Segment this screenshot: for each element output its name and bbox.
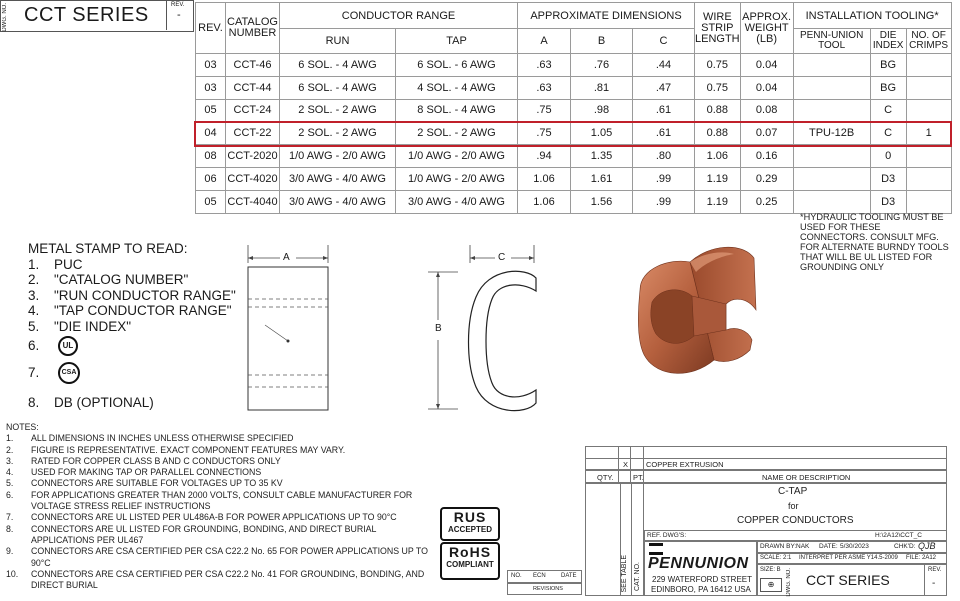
bom-name-desc-label: NAME OR DESCRIPTION bbox=[762, 473, 851, 482]
cell-die: C bbox=[870, 99, 906, 122]
note-item bbox=[6, 456, 436, 467]
drawing-title: CCT SERIES bbox=[24, 4, 149, 26]
cell-run: 3/0 AWG - 4/0 AWG bbox=[280, 167, 396, 190]
drawn-by-value: NAK bbox=[796, 543, 810, 550]
cell-catalog: CCT-44 bbox=[226, 76, 280, 99]
cell-die: 0 bbox=[870, 145, 906, 168]
rev-no-label: NO. bbox=[511, 573, 522, 579]
bom-pt-label: PT. bbox=[633, 473, 644, 482]
cell-catalog: CCT-46 bbox=[226, 54, 280, 77]
bom-divider-1 bbox=[618, 446, 631, 483]
note-text: CONNECTORS ARE SUITABLE FOR VOLTAGES UP TO 35 KV bbox=[31, 478, 283, 489]
cell-crimps bbox=[906, 76, 951, 99]
hydraulic-tooling-note: *HYDRAULIC TOOLING MUST BE USED FOR THESE CONNECTORS. CONSULT MFG. FOR ALTERNATE BURNDY TOOLS THAT WILL BE UL LISTED FOR GROUNDING ONLY bbox=[800, 212, 949, 272]
note-num: 8. bbox=[6, 523, 14, 534]
checked-value: QJB bbox=[918, 541, 936, 551]
address-line-1: 229 WATERFORD STREET bbox=[652, 575, 753, 584]
cell-rev: 04 bbox=[196, 122, 226, 145]
cell-a: .75 bbox=[518, 122, 571, 145]
note-text: CONNECTORS ARE UL LISTED PER UL486A-B FOR POWER APPLICATIONS UP TO 90°C bbox=[31, 512, 397, 523]
dwg-no-label: DWG. NO. bbox=[2, 3, 8, 32]
table-row bbox=[196, 54, 952, 77]
note-item bbox=[6, 490, 436, 513]
cell-rev: 06 bbox=[196, 167, 226, 190]
stamp-text: "RUN CONDUCTOR RANGE" bbox=[54, 287, 236, 303]
cell-c: .61 bbox=[633, 99, 695, 122]
cell-tool bbox=[793, 145, 870, 168]
table-row bbox=[196, 145, 952, 168]
cell-weight: 0.25 bbox=[740, 190, 793, 213]
cell-strip: 1.06 bbox=[695, 145, 741, 168]
note-num: 5. bbox=[6, 478, 14, 489]
footer-rev-label: REV. bbox=[928, 567, 942, 573]
stamp-num: 3. bbox=[28, 287, 40, 303]
note-item bbox=[6, 478, 436, 489]
table-row bbox=[196, 122, 952, 145]
size-label: SIZE: B bbox=[760, 567, 781, 573]
front-view-drawing bbox=[240, 245, 340, 415]
cell-crimps bbox=[906, 145, 951, 168]
rohs-subtext: COMPLIANT bbox=[446, 560, 494, 569]
cell-crimps bbox=[906, 54, 951, 77]
desc-line-3: COPPER CONDUCTORS bbox=[737, 515, 854, 526]
cell-tool bbox=[793, 190, 870, 213]
note-item bbox=[6, 512, 436, 523]
rus-accepted-badge bbox=[440, 507, 500, 541]
note-item bbox=[6, 433, 436, 444]
ul-logo-icon: UL bbox=[58, 336, 78, 356]
stamp-item bbox=[28, 303, 236, 319]
cell-tap: 2 SOL. - 2 AWG bbox=[396, 122, 518, 145]
cell-crimps bbox=[906, 99, 951, 122]
footer-drawing-title: CCT SERIES bbox=[806, 572, 890, 588]
cell-tool bbox=[793, 99, 870, 122]
notes-heading: NOTES: bbox=[6, 422, 39, 432]
stamp-item bbox=[28, 272, 236, 288]
note-num: 1. bbox=[6, 433, 14, 444]
cell-b: 1.05 bbox=[571, 122, 633, 145]
ref-dwgs-label: REF. DWG'S: bbox=[647, 532, 687, 539]
see-table-text: SEE TABLE bbox=[621, 555, 628, 593]
note-text: FOR APPLICATIONS GREATER THAN 2000 VOLTS, CONSULT CABLE MANUFACTURER FOR VOLTAGE STRESS RELIEF INSTRUCTIONS bbox=[31, 489, 413, 512]
cell-strip: 0.88 bbox=[695, 122, 741, 145]
cell-run: 6 SOL. - 4 AWG bbox=[280, 76, 396, 99]
note-num: 10. bbox=[6, 568, 19, 579]
penn-union-logo-icon bbox=[649, 543, 663, 555]
footer-rev-value: - bbox=[932, 578, 936, 589]
stamp-item bbox=[28, 395, 236, 411]
checked-label: CHK'D: bbox=[894, 543, 916, 550]
drawn-by-label: DRAWN BY: bbox=[760, 543, 797, 550]
note-text: ALL DIMENSIONS IN INCHES UNLESS OTHERWISE SPECIFIED bbox=[31, 433, 294, 444]
cell-run: 2 SOL. - 2 AWG bbox=[280, 99, 396, 122]
cell-tool bbox=[793, 167, 870, 190]
cell-weight: 0.29 bbox=[740, 167, 793, 190]
rev-label: REV. bbox=[171, 2, 185, 8]
table-row bbox=[196, 76, 952, 99]
header-tap: TAP bbox=[396, 29, 518, 54]
address-line-2: EDINBORO, PA 16412 USA bbox=[651, 585, 751, 594]
note-num: 4. bbox=[6, 467, 14, 478]
cell-strip: 0.75 bbox=[695, 54, 741, 77]
cell-catalog: CCT-2020 bbox=[226, 145, 280, 168]
cell-c: .99 bbox=[633, 167, 695, 190]
bom-material: COPPER EXTRUSION bbox=[646, 460, 724, 469]
note-text: CONNECTORS ARE UL LISTED FOR GROUNDING, BONDING, AND DIRECT BURIAL APPLICATIONS PER UL467 bbox=[31, 523, 377, 545]
stamp-item bbox=[28, 334, 236, 358]
cell-a: .75 bbox=[518, 99, 571, 122]
note-num: 2. bbox=[6, 444, 14, 455]
bom-x: X bbox=[623, 460, 629, 469]
cell-tap: 4 SOL. - 4 AWG bbox=[396, 76, 518, 99]
stamp-text: PUC bbox=[54, 256, 83, 272]
note-num: 3. bbox=[6, 455, 14, 466]
cell-c: .61 bbox=[633, 122, 695, 145]
cell-strip: 1.19 bbox=[695, 167, 741, 190]
cell-b: .81 bbox=[571, 76, 633, 99]
bom-divider-2 bbox=[631, 446, 644, 483]
spec-table-body bbox=[196, 54, 952, 214]
cell-catalog: CCT-22 bbox=[226, 122, 280, 145]
rev-value: - bbox=[177, 9, 181, 21]
stamp-num: 2. bbox=[28, 272, 40, 287]
cell-weight: 0.07 bbox=[740, 122, 793, 145]
csa-logo-icon: CSA bbox=[58, 362, 80, 384]
cell-a: 1.06 bbox=[518, 167, 571, 190]
rev-ecn-label: ECN bbox=[533, 573, 546, 579]
scale-label: SCALE: 2:1 bbox=[760, 555, 792, 561]
stamp-num: 4. bbox=[28, 303, 40, 318]
cell-weight: 0.16 bbox=[740, 145, 793, 168]
stamp-item bbox=[28, 319, 236, 335]
cell-die: BG bbox=[870, 76, 906, 99]
cell-a: .63 bbox=[518, 54, 571, 77]
cell-die: D3 bbox=[870, 167, 906, 190]
cell-crimps bbox=[906, 167, 951, 190]
dim-b-label: B bbox=[435, 323, 442, 334]
cell-a: .63 bbox=[518, 76, 571, 99]
cell-run: 3/0 AWG - 4/0 AWG bbox=[280, 190, 396, 213]
note-item bbox=[6, 546, 436, 569]
cell-a: .94 bbox=[518, 145, 571, 168]
stamp-num: 5. bbox=[28, 318, 40, 334]
header-run: RUN bbox=[280, 29, 396, 54]
cell-b: 1.35 bbox=[571, 145, 633, 168]
revisions-label: REVISIONS bbox=[533, 586, 563, 592]
cell-rev: 05 bbox=[196, 99, 226, 122]
rev-date-label: DATE bbox=[561, 573, 577, 579]
desc-line-2: for bbox=[788, 501, 799, 511]
stamp-num: 1. bbox=[28, 256, 40, 272]
cell-tool: TPU-12B bbox=[793, 122, 870, 145]
cell-tap: 6 SOL. - 6 AWG bbox=[396, 54, 518, 77]
header-c: C bbox=[633, 29, 695, 54]
cat-no-text: CAT. NO. bbox=[634, 562, 641, 592]
bom-qty-label: QTY. bbox=[597, 473, 614, 482]
cell-strip: 1.19 bbox=[695, 190, 741, 213]
header-rev: REV. bbox=[196, 3, 226, 54]
note-text: CONNECTORS ARE CSA CERTIFIED PER CSA C22.2 No. 41 FOR GROUNDING, BONDING, AND DIRECT BURIAL bbox=[31, 568, 425, 591]
cell-c: .47 bbox=[633, 76, 695, 99]
header-wire-strip: WIRE STRIP LENGTH bbox=[695, 3, 741, 54]
date-label: DATE: bbox=[819, 543, 838, 550]
note-text: RATED FOR COPPER CLASS B AND C CONDUCTORS ONLY bbox=[31, 455, 281, 466]
note-item bbox=[6, 524, 436, 547]
file-label: FILE: 2A12 bbox=[906, 555, 937, 561]
header-penn-tool: PENN-UNION TOOL bbox=[793, 29, 870, 54]
header-b: B bbox=[571, 29, 633, 54]
cell-run: 1/0 AWG - 2/0 AWG bbox=[280, 145, 396, 168]
stamp-text: DB (OPTIONAL) bbox=[54, 395, 154, 410]
stamp-text: "CATALOG NUMBER" bbox=[54, 272, 189, 287]
penn-union-logo: PENNUNION bbox=[648, 555, 749, 572]
cell-b: 1.61 bbox=[571, 167, 633, 190]
cell-rev: 08 bbox=[196, 145, 226, 168]
cell-c: .44 bbox=[633, 54, 695, 77]
note-item bbox=[6, 467, 436, 478]
cell-c: .99 bbox=[633, 190, 695, 213]
header-approx-dims: APPROXIMATE DIMENSIONS bbox=[518, 3, 695, 29]
header-conductor-range: CONDUCTOR RANGE bbox=[280, 3, 518, 29]
cell-crimps: 1 bbox=[906, 122, 951, 145]
stamp-heading: METAL STAMP TO READ: bbox=[28, 241, 188, 256]
stamp-item bbox=[28, 257, 236, 273]
cell-tap: 8 SOL. - 4 AWG bbox=[396, 99, 518, 122]
file-path: H:\2A12\CCT_C bbox=[875, 532, 922, 539]
table-row bbox=[196, 167, 952, 190]
cell-tool bbox=[793, 76, 870, 99]
stamp-num: 8. bbox=[28, 395, 40, 410]
cell-b: 1.56 bbox=[571, 190, 633, 213]
rus-text: RUS bbox=[453, 509, 487, 525]
c-tap-3d-image bbox=[630, 240, 770, 390]
note-text: FIGURE IS REPRESENTATIVE. EXACT COMPONENT FEATURES MAY VARY. bbox=[31, 444, 346, 455]
header-die-index: DIE INDEX bbox=[870, 29, 906, 54]
header-install-tooling: INSTALLATION TOOLING* bbox=[793, 3, 951, 29]
stamp-num: 7. bbox=[28, 365, 40, 381]
cell-a: 1.06 bbox=[518, 190, 571, 213]
projection-icon: ⊕ bbox=[760, 578, 782, 592]
dwg-no-label-footer: DWG. NO. bbox=[786, 568, 792, 597]
stamp-item bbox=[28, 358, 236, 388]
cell-tool bbox=[793, 54, 870, 77]
spec-table bbox=[195, 2, 952, 214]
cell-catalog: CCT-4020 bbox=[226, 167, 280, 190]
stamp-text: "TAP CONDUCTOR RANGE" bbox=[54, 303, 232, 318]
note-item bbox=[6, 569, 436, 592]
table-row bbox=[196, 99, 952, 122]
cell-weight: 0.04 bbox=[740, 54, 793, 77]
cell-tap: 1/0 AWG - 2/0 AWG bbox=[396, 145, 518, 168]
rev-box bbox=[166, 0, 192, 30]
stamp-item bbox=[28, 288, 236, 304]
desc-line-1: C-TAP bbox=[778, 486, 808, 497]
cell-b: .98 bbox=[571, 99, 633, 122]
cell-rev: 03 bbox=[196, 76, 226, 99]
title-block bbox=[0, 0, 194, 32]
stamp-text: "DIE INDEX" bbox=[54, 318, 132, 334]
dim-c-label: C bbox=[498, 252, 506, 263]
header-crimps: NO. OF CRIMPS bbox=[906, 29, 951, 54]
rohs-text: RoHS bbox=[448, 544, 492, 560]
note-num: 6. bbox=[6, 489, 14, 500]
cell-b: .76 bbox=[571, 54, 633, 77]
note-item bbox=[6, 445, 436, 456]
cell-tap: 1/0 AWG - 2/0 AWG bbox=[396, 167, 518, 190]
notes-section bbox=[6, 422, 436, 591]
cell-catalog: CCT-24 bbox=[226, 99, 280, 122]
date-value: 5/30/2023 bbox=[840, 543, 869, 550]
cell-weight: 0.04 bbox=[740, 76, 793, 99]
dim-a-label: A bbox=[283, 252, 290, 263]
cell-rev: 05 bbox=[196, 190, 226, 213]
cell-rev: 03 bbox=[196, 54, 226, 77]
cell-strip: 0.88 bbox=[695, 99, 741, 122]
side-view-drawing bbox=[428, 245, 548, 415]
cell-die: BG bbox=[870, 54, 906, 77]
cell-c: .80 bbox=[633, 145, 695, 168]
stamp-num: 6. bbox=[28, 338, 40, 354]
metal-stamp-list bbox=[28, 241, 236, 411]
cell-run: 6 SOL. - 4 AWG bbox=[280, 54, 396, 77]
note-text: USED FOR MAKING TAP OR PARALLEL CONNECTIONS bbox=[31, 467, 262, 478]
cell-run: 2 SOL. - 2 AWG bbox=[280, 122, 396, 145]
note-num: 9. bbox=[6, 546, 14, 557]
header-approx-weight: APPROX. WEIGHT (LB) bbox=[740, 3, 793, 54]
note-num: 7. bbox=[6, 512, 14, 523]
header-catalog: CATALOG NUMBER bbox=[226, 3, 280, 54]
cell-weight: 0.08 bbox=[740, 99, 793, 122]
cell-die: C bbox=[870, 122, 906, 145]
note-text: CONNECTORS ARE CSA CERTIFIED PER CSA C22.2 No. 65 FOR POWER APPLICATIONS UP TO 90°C bbox=[31, 546, 428, 568]
cell-crimps bbox=[906, 190, 951, 213]
cell-die: D3 bbox=[870, 190, 906, 213]
rus-subtext: ACCEPTED bbox=[447, 525, 492, 534]
interpret-label: INTERPRET PER ASME Y14.5-2009 bbox=[799, 555, 898, 561]
cell-strip: 0.75 bbox=[695, 76, 741, 99]
header-a: A bbox=[518, 29, 571, 54]
rohs-compliant-badge bbox=[440, 542, 500, 580]
table-row bbox=[196, 190, 952, 213]
cell-tap: 3/0 AWG - 4/0 AWG bbox=[396, 190, 518, 213]
cell-catalog: CCT-4040 bbox=[226, 190, 280, 213]
